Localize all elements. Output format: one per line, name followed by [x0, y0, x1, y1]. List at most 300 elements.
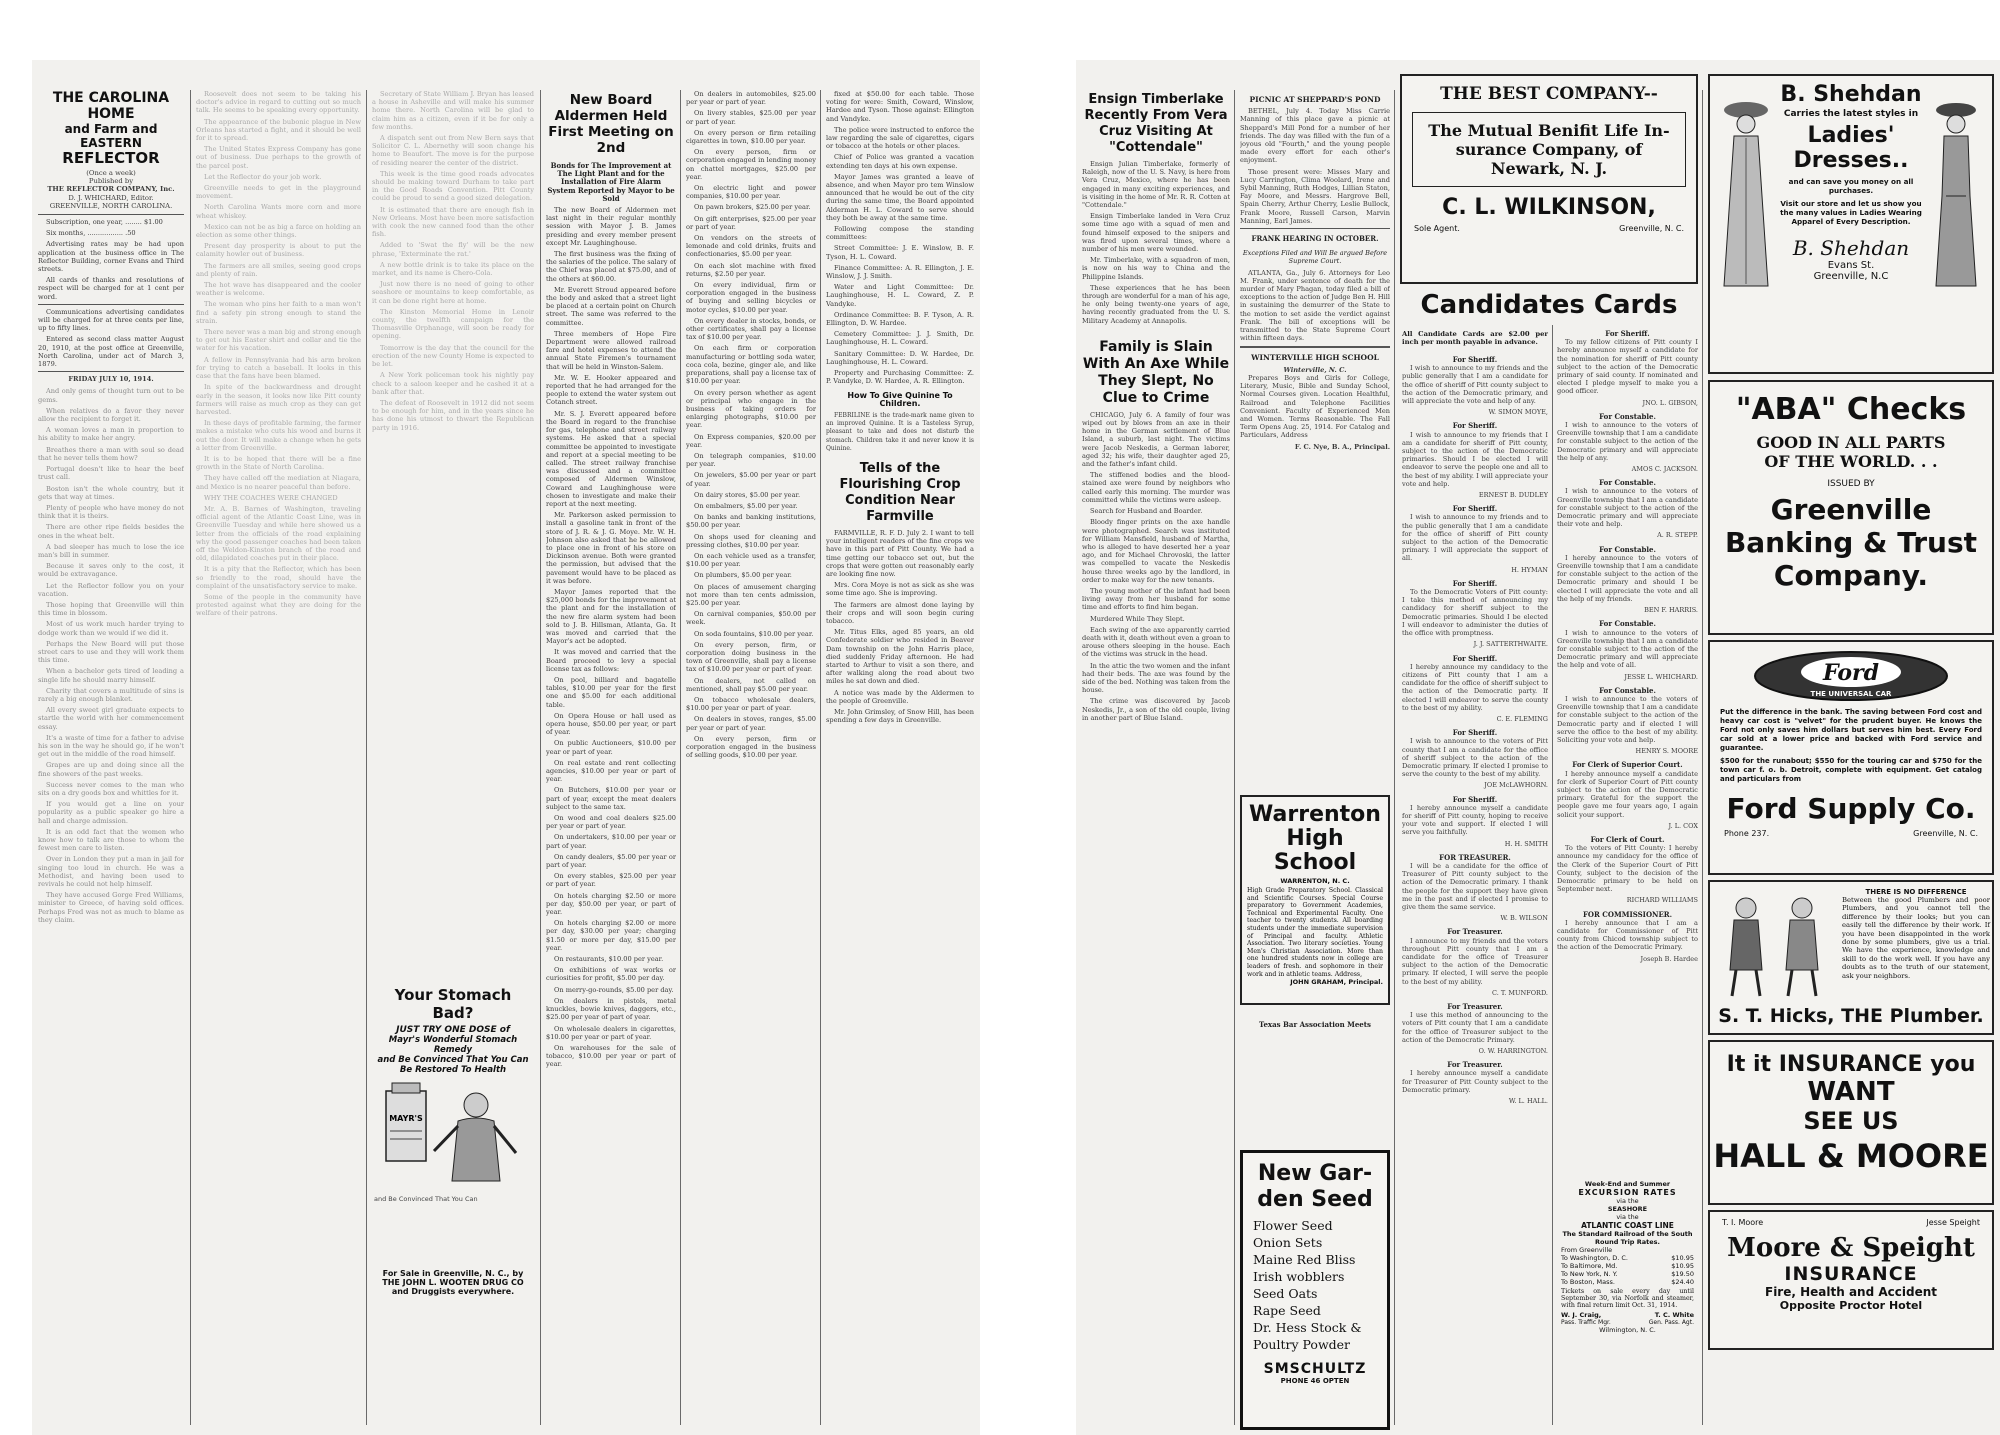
candidate-text: I hereby announce to the voters of Greenville township that I am a candidate for constable subject to the action of the Democratic primary and should I be elected I will appreciate the vote and all the help of my friends.	[1557, 553, 1698, 603]
aba-issued: ISSUED BY	[1827, 479, 1875, 489]
aba-bank2: Banking & Trust	[1724, 526, 1978, 559]
seed-store-phone: PHONE 46 OPTEN	[1280, 1377, 1350, 1385]
stomach-ad-footer2: THE JOHN L. WOOTEN DRUG CO	[382, 1278, 524, 1287]
aldermen-headline: New Board Aldermen Held First Meeting on 2nd	[548, 92, 674, 156]
axe-murder-article	[1082, 411, 1230, 722]
col6-body	[826, 90, 974, 1425]
paragraph: A woman loves a man in proportion to his ability to make her angry.	[38, 426, 184, 443]
paragraph: On Express companies, $20.00 per year.	[686, 432, 816, 449]
divider	[1240, 346, 1390, 348]
paragraph: When a bachelor gets tired of leading a single life he should marry himself.	[38, 667, 184, 684]
masthead-column	[38, 90, 184, 1425]
excursion-fares	[1557, 1254, 1698, 1286]
divider	[1240, 228, 1390, 229]
paragraph: On telegraph companies, $10.00 per year.	[686, 451, 816, 469]
paragraph: Just now there is no need of going to other seashore or mountains to keep comfortable, as it can be done right here at home.	[372, 280, 534, 305]
paragraph: And only gems of thought turn out to be gems.	[38, 387, 184, 404]
paragraph: Three members of Hope Fire Department were allowed railroad fare and hotel expenses to attend the annual State Firemen's tournament that will be held in Winston-Salem.	[546, 329, 676, 371]
paragraph: On every person, firm, or corporation doing business in the town of Greenville, shall pay a license tax of $10.00 per year or part of year.	[686, 640, 816, 674]
shehdan-city: Greenville, N.C	[1813, 271, 1889, 282]
candidate-name: JNO. L. GIBSON,	[1642, 398, 1698, 407]
paragraph: These experiences that he has been through are wonderful for a man of his age, he only being twenty-one years of age, having recently graduated from the U. S. Military Academy at Annapolis.	[1082, 283, 1230, 325]
paragraph: On exhibitions of wax works or curiosities for profit, $5.00 per day.	[546, 966, 676, 983]
ms-partner1: T. I. Moore	[1722, 1218, 1764, 1227]
shehdan-tag3: Visit our store and let us show you the many values in Ladies Wearing Apparel of Every Description.	[1780, 199, 1922, 226]
paragraph: Mr. Everett Stroud appeared before the body and asked that a street light be placed at a certain point on Church street. The same was referred to the committee.	[546, 285, 676, 327]
fare-row: To New York, N. Y. $19.50	[1561, 1270, 1694, 1278]
candidate-text: I hereby announce myself a candidate for sheriff of Pitt county, hoping to receive your vote and support. If elected I will serve you faithfully.	[1402, 803, 1548, 837]
paragraph: On restaurants, $10.00 per year.	[554, 955, 664, 964]
masthead-title: THE CAROLINA HOME and Farm and EASTERN REFLECTOR	[52, 90, 170, 167]
paragraph: On every person, firm or corporation engaged in the business of selling goods, $10.00 per year.	[686, 734, 816, 760]
col3-body	[372, 90, 534, 975]
seed-item: Rape Seed	[1253, 1303, 1321, 1318]
paragraph: This week is the time good roads advocates should be making toward Durham to take part in the Good Roads Convention. Pitt County could be proud to send a good sized delegation.	[372, 169, 534, 203]
column-rule	[1394, 90, 1395, 1425]
candidate-text: I wish to announce to the voters of Greenville township that I am a candidate for constable subject to the action of the Democratic primary and will appreciate their vote and help.	[1557, 487, 1698, 529]
paragraph: A bad sleeper has much to lose the ice man's bill in summer.	[38, 542, 184, 559]
paragraph: They have accused Gorge Fred Williams, minister to Greece, of having sold offices. Perhaps Fred was not as much to blame as they claim.	[38, 891, 184, 924]
candidate-name: J. L. COX	[1668, 821, 1698, 830]
paragraph: Finance Committee: A. R. Ellington, J. E. Winslow, J. J. Smith.	[826, 263, 974, 281]
candidate-office: For Sheriff.	[1452, 653, 1498, 663]
seed-item: Dr. Hess Stock &	[1253, 1320, 1362, 1335]
column-rule	[1702, 90, 1703, 1425]
paragraph: On every dealer in stocks, bonds, or other certificates, shall pay a license tax of $10.00 per year.	[686, 316, 816, 342]
paragraph: Tomorrow is the day that the council for the erection of the new County Home is expected to be let.	[372, 343, 534, 369]
candidate-text: I hereby announce myself a candidate for Treasurer of Pitt County subject to the Democratic primary.	[1402, 1069, 1548, 1094]
paragraph: The appearance of the bubonic plague in New Orleans has started a fight, and it should be well for it to spread.	[196, 117, 361, 143]
paragraph: Some of the people in the community have protested against what they are doing for the welfare of their patrons.	[196, 592, 361, 618]
agent-info	[1402, 220, 1696, 237]
masthead-divider-3	[38, 371, 184, 372]
candidate-name: BEN F. HARRIS.	[1644, 606, 1698, 615]
paragraph: There are other ripe fields besides the ones in the wheat belt.	[38, 523, 184, 540]
best-company-ad	[1400, 74, 1698, 284]
candidate-card	[1557, 687, 1698, 756]
seed-item: Poultry Powder	[1253, 1337, 1351, 1352]
column-rule	[1552, 325, 1553, 1425]
paragraph: On plumbers, $5.00 per year.	[694, 571, 792, 580]
paragraph: It is estimated that there are enough fish in New Orleans. Most have been more satisfaction with cook the new canned food than the other fish.	[372, 205, 534, 239]
paragraph: On tobacco wholesale dealers, $10.00 per year or part of year.	[686, 696, 816, 713]
winterville-headline: WINTERVILLE HIGH SCHOOL	[1251, 353, 1379, 363]
seed-item: Flower Seed	[1253, 1218, 1333, 1233]
candidate-name: JOE McLAWHORN.	[1484, 781, 1548, 790]
candidate-office: For Sheriff.	[1452, 728, 1498, 738]
paragraph: They have called off the mediation at Niagara, and Mexico is no nearer peaceful than before.	[196, 474, 361, 491]
candidate-name: W. SIMON MOYE,	[1488, 408, 1548, 417]
aba-bank3: Company.	[1773, 559, 1929, 592]
garden-seed-ad	[1240, 1150, 1390, 1430]
paragraph: On public Auctioneers, $10.00 per year or part of year.	[546, 739, 676, 756]
paragraph: On dealers in stoves, ranges, $5.00 per year or part of year.	[686, 715, 816, 732]
paragraph: A fellow in Pennsylvania had his arm broken for trying to catch a baseball. It looks in this case that the fans have been blamed.	[196, 355, 361, 381]
ms-insurance: INSURANCE	[1784, 1263, 1918, 1285]
paragraph: Let the Reflector do your job work.	[204, 172, 322, 181]
paragraph: On each firm or corporation manufacturing or bottling soda water, coca cola, bezine, ginger ale, and like preparations, shall pay a license tax of $10.00 per year.	[686, 344, 816, 386]
candidate-name: C. T. MUNFORD.	[1492, 988, 1548, 997]
candidate-office: For Sheriff.	[1452, 578, 1498, 588]
paragraph: Charity that covers a multitude of sins is rarely a big enough blanket.	[38, 686, 184, 703]
candidate-text: I wish to announce to the voters of Pitt county that I am a candidate for the office of sheriff subject to the action of the Democratic primary. If elected I promise to serve the county to the best of my ability.	[1402, 737, 1548, 779]
paragraph: Portugal doesn't like to hear the beef trust call.	[38, 465, 184, 482]
fare-row: To Washington, D. C. $10.95	[1561, 1254, 1694, 1262]
paragraph: On Opera House or hall used as opera house, $50.00 per year, or part of year.	[546, 711, 676, 737]
page-gutter	[980, 0, 1076, 1435]
shehdan-name: B. Shehdan	[1780, 82, 1922, 107]
paragraph: Ordinance Committee: B. F. Tyson, A. R. Ellington, D. W. Hardee.	[826, 310, 974, 328]
candidate-name: H. H. SMITH	[1504, 839, 1548, 848]
candidate-card	[1557, 836, 1698, 905]
paragraph: On each vehicle used as a transfer, $10.00 per year.	[686, 551, 816, 569]
paragraph: A new bottle drink is to take its place on the market, and its name is Chero-Cola.	[372, 260, 534, 278]
excursion-head4: SEASHORE	[1607, 1205, 1648, 1213]
moore-speight-insurance-ad	[1708, 1210, 1994, 1350]
candidate-card	[1557, 620, 1698, 680]
paragraph: Plenty of people who have money do not think that it is theirs.	[38, 503, 184, 521]
excursion-railroad: ATLANTIC COAST LINE	[1581, 1221, 1674, 1230]
candidate-name: ERNEST B. DUDLEY	[1478, 491, 1548, 500]
ford-logo-icon	[1751, 650, 1951, 702]
seed-title-1: New Gar-	[1257, 1161, 1373, 1186]
hicks-plumber-ad	[1708, 880, 1994, 1035]
candidate-text: I wish to announce to the voters of Greenville township that I am a candidate for constable subject to the action of the Democratic primary and will appreciate the help of any.	[1557, 421, 1698, 462]
excursion-sub2: Round Trip Rates.	[1595, 1238, 1660, 1246]
col1-body	[38, 387, 184, 924]
ford-tagline: THE UNIVERSAL CAR	[1810, 690, 1892, 698]
masthead-published-by: Published by	[88, 177, 134, 186]
candidate-card	[1402, 655, 1548, 724]
hicks-name: S. T. Hicks, THE Plumber.	[1718, 1005, 1984, 1027]
warrenton-signature: JOHN GRAHAM, Principal.	[1290, 978, 1383, 987]
candidate-text: I wish to announce to the voters of Greenville township that I am a candidate for constable subject to the action of the Democratic primary and will appreciate the help and vote of all.	[1557, 628, 1698, 670]
paragraph: Those hoping that Greenville will thin this time in blossom.	[38, 600, 184, 618]
paragraph: The stiffened bodies and the blood-stained axe were found by neighbors who called early this morning. The murder was committed while the victims were asleep.	[1082, 471, 1230, 504]
paragraph: Property and Purchasing Committee: Z. P. Vandyke, D. W. Hardee, A. R. Ellington.	[826, 369, 974, 386]
candidate-name: O. W. HARRINGTON.	[1478, 1047, 1548, 1056]
paragraph: On Butchers, $10.00 per year or part of year, except the meat dealers subject to the same tax.	[546, 786, 676, 811]
warrenton-title-2: High	[1286, 826, 1344, 851]
masthead-advertising: Advertising rates may be had upon application at the business office in The Reflector Building, corner Evans and Third streets.	[38, 240, 184, 274]
candidate-card	[1557, 479, 1698, 539]
ford-city: Greenville, N. C.	[1913, 829, 1978, 838]
candidate-office: For Sheriff.	[1605, 330, 1650, 338]
paragraph: Over in London they put a man in jail for singing too loud in church. He was a Methodist, and having been used to revivals he could not help himself.	[38, 855, 184, 889]
column-rule	[366, 90, 367, 1425]
paragraph: On wholesale dealers in cigarettes, $10.00 per year or part of year.	[546, 1024, 676, 1041]
issue-date: FRIDAY JULY 10, 1914.	[68, 375, 154, 384]
masthead-divider	[38, 214, 184, 215]
masthead-divider-2	[38, 304, 184, 305]
candidate-office: For Clerk of Superior Court.	[1572, 760, 1683, 770]
paragraph: If you would get a line on your popularity as a public speaker go hire a hall and charge admission.	[38, 800, 184, 825]
paragraph: The farmers are all smiles, seeing good crops and plenty of rain.	[196, 261, 361, 278]
candidate-office: For Treasurer.	[1447, 1060, 1503, 1070]
paragraph: Let the Reflector follow you on your vacation.	[38, 581, 184, 598]
paragraph: On vendors on the streets of lemonade and cold drinks, fruits and confectionaries, $5.00 per year.	[686, 234, 816, 259]
candidate-office: For Constable.	[1599, 544, 1656, 554]
ms-title: Moore & Speight	[1727, 1233, 1975, 1263]
seed-item: Irish wobblers	[1253, 1269, 1345, 1284]
paragraph: The first business was the fixing of the salaries of the police. The salary of the Chief was placed at $75.00, and of the others at $60.00.	[546, 250, 676, 283]
candidate-office: For Constable.	[1599, 411, 1656, 421]
candidate-office: For Constable.	[1599, 685, 1656, 695]
candidate-office: For Treasurer.	[1447, 927, 1503, 937]
candidate-office: For Sheriff.	[1452, 504, 1498, 514]
paragraph: Mr. W. E. Hooker appeared and reported that he had arranged for the people to extend the water system out Cotanch street.	[546, 373, 676, 407]
paragraph: On every individual, firm or corporation engaged in the business of buying and selling bicycles or motor cycles, $10.00 per year.	[686, 281, 816, 314]
candidate-text: I use this method of announcing to the voters of Pitt county that I am a candidate for the office of Treasurer subject to the action of the Democratic Primary.	[1402, 1011, 1548, 1044]
candidate-card	[1402, 580, 1548, 649]
paragraph: On pawn brokers, $25.00 per year.	[694, 203, 811, 212]
paragraph: Following compose the standing committees:	[826, 225, 974, 242]
aba-line2: OF THE WORLD. . .	[1764, 452, 1938, 471]
excursion-head5: via the	[1616, 1213, 1639, 1221]
candidate-card	[1402, 422, 1548, 499]
paragraph: The woman who pins her faith to a man won't find a safety pin strong enough to stand the strain.	[196, 300, 361, 325]
paragraph: Breathes there a man with soul so dead that he never tells them how?	[38, 445, 184, 462]
paragraph: On electric light and power companies, $10.00 per year.	[686, 184, 816, 201]
paragraph: Cemetery Committee: J. J. Smith, Dr. Laughinghouse, H. L. Coward.	[826, 330, 974, 347]
paragraph: On every person, firm or corporation engaged in lending money on chattel mortgages, $25.00 per year.	[686, 148, 816, 181]
col2-body	[196, 90, 361, 1425]
col6-article-b	[826, 529, 974, 724]
col4-body	[546, 90, 676, 1425]
paragraph: On real estate and rent collecting agencies, $10.00 per year or part of year.	[546, 758, 676, 784]
best-company-line3: Newark, N. J.	[1490, 159, 1608, 178]
frank-subhead: Exceptions Filed and Will Be argued Before Supreme Court.	[1242, 249, 1388, 266]
hicks-head: THERE IS NO DIFFERENCE	[1865, 888, 1967, 896]
candidate-office: For Sheriff.	[1452, 794, 1498, 804]
paragraph: Present day prosperity is about to put the calamity howler out of business.	[196, 242, 361, 259]
column-rule	[540, 90, 541, 1425]
candidate-name: W. B. WILSON	[1500, 914, 1548, 923]
candidate-office: For Clerk of Court.	[1590, 834, 1665, 844]
paragraph: When relatives do a favor they never allow the recipient to forget it.	[38, 406, 184, 424]
seed-item: Onion Sets	[1253, 1235, 1323, 1250]
paragraph: Mr. Titus Elks, aged 85 years, an old Confederate soldier who resided in Beaver Dam township on the John Harris place, died suddenly Friday afternoon. He had started to Arthur to visit a son there, and after walking along the road about two miles he sat down and died.	[826, 628, 974, 686]
hm-line3: SEE US	[1803, 1107, 1899, 1135]
seed-store-name: SMSCHULTZ	[1263, 1361, 1367, 1377]
stomach-ad-line4: Be Restored To Health	[399, 1065, 507, 1075]
shehdan-tag1: Carries the latest styles in	[1783, 109, 1919, 119]
candidate-name: J. J. SATTERTHWAITE.	[1473, 640, 1548, 649]
paragraph: On dealers in pistols, metal knuckles, bowie knives, daggers, etc., $25.00 per year of part of year.	[546, 996, 676, 1022]
stomach-ad-line3: and Be Convinced That You Can	[377, 1055, 529, 1065]
stomach-ad-line1: JUST TRY ONE DOSE of	[396, 1025, 510, 1035]
paragraph: It is an odd fact that the women who know how to talk are those to whom the fewest men care to listen.	[38, 827, 184, 853]
paragraph: On undertakers, $10.00 per year or part of year.	[546, 833, 676, 850]
paragraph: Mayor James reported that the $25,000 bonds for the improvement at the plant and for the installation of the new fire alarm system had been sold to J. B. Hillsman, Atlanta, Ga. It was moved and carried that the Mayor's act be adopted.	[546, 587, 676, 646]
ford-text: Put the difference in the bank. The saving between Ford cost and heavy car cost is "velvet" for the prudent buyer. He knows the Ford not only saves him dollars but serves him best. Every Ford car sold at a lower price and backed with Ford service and guarantee.	[1720, 708, 1982, 752]
ford-phone: Phone 237.	[1724, 829, 1770, 838]
right-newspaper-page	[1076, 60, 2000, 1435]
candidate-office: For Treasurer.	[1447, 1002, 1503, 1012]
paragraph: The farmers are almost done laying by their crops and will soon begin curing tobacco.	[826, 600, 974, 625]
paragraph: On pool, billiard and bagatelle tables, $10.00 per year for the first one and $5.00 for each additional table.	[546, 675, 676, 709]
paragraph: Mayor James was granted a leave of absence, and when Mayor pro tem Winslow announced that he would be out of the city during the same time, the Board appointed Alderman H. L. Coward to serve should they both be away at the same time.	[826, 172, 974, 222]
paragraph: There never was a man big and strong enough to get out his Easter shirt and collar and tie the water for his vacation.	[196, 328, 361, 353]
best-company-line2: surance Company, of	[1455, 140, 1643, 159]
masthead-cards: All cards of thanks and resolutions of respect will be charged for at 1 cent per word.	[38, 276, 184, 301]
winterville-text: Prepares Boys and Girls for College, Literary, Music, Bible and Sunday School, Normal Courses given. Location Healthful, Railroad and Telephone Facilities Convenient. Faculty of Experienced Men and Women. Terms Reasonable. The Fall Term Opens Aug. 25, 1914. For Catalog and Particulars, Address	[1240, 373, 1390, 440]
candidate-text: I hereby announce my candidacy to the citizens of Pitt county that I am a candidate for the office of sheriff subject to the action of the Democratic party. If elected I will endeavor to serve the county to the best of my ability.	[1402, 662, 1548, 712]
paragraph: On every person whether as agent or principal who engage in the business of taking orders for enlarging photographs, $10.00 per year.	[686, 388, 816, 430]
candidate-card	[1557, 546, 1698, 615]
excursion-agents: W. J. Craig, T. C. White	[1561, 1311, 1694, 1319]
paragraph: On candy dealers, $5.00 per year or part of year.	[546, 852, 676, 870]
warrenton-school-ad	[1240, 795, 1390, 1005]
paragraph: FARMVILLE, R. F. D. July 2. I want to tell your intelligent readers of the fine crops we have in this part of Pitt County. We had a time getting our tobacco set out, but the crops that were gotten out reasonably early are looking fine now.	[826, 528, 974, 578]
warrenton-text: High Grade Preparatory School. Classical and Scientific Courses. Special Course preparatory to Government Academies, Technical and Experimental Faculty. One teacher to twenty students. All boarding students under the immediate supervision of Principal and faculty. Athletic Association. Two literary societies. Young Men's Christian Association. More than one hundred students now in college are leaders of fresh. and sophomore in their work and in athletic teams. Address,	[1247, 887, 1383, 978]
ms-partners	[1710, 1212, 1992, 1227]
masthead-communications: Communications advertising candidates will be charged for at three cents per line, up to fifty lines.	[38, 307, 184, 333]
column-rule	[1234, 90, 1235, 1425]
paragraph: In the attic the two women and the infant had their beds. The axe was found by the side of the bed. Nothing was taken from the house.	[1082, 661, 1230, 695]
paragraph: Greenville needs to get in the playground movement.	[196, 184, 361, 201]
paragraph: On jewelers, $5.00 per year or part of year.	[686, 471, 816, 488]
paragraph: A New York policeman took his nightly pay check to a saloon keeper and he cashed it at a bank after that.	[372, 371, 534, 396]
stomach-ad-body: and Be Convinced That You Can	[374, 1195, 478, 1203]
candidate-name: JESSE L. WHICHARD.	[1624, 672, 1698, 681]
excursion-head2: EXCURSION RATES	[1578, 1188, 1677, 1197]
excursion-agent-roles: Pass. Traffic Mgr. Gen. Pass. Agt.	[1561, 1319, 1694, 1326]
paragraph: On every stables, $25.00 per year or part of year.	[546, 872, 676, 889]
candidate-text: To the Democratic Voters of Pitt county: I take this method of announcing my candidacy for sheriff subject to the Democratic primaries. Should I be elected I will endeavor to administer the duties of the office with promptness.	[1402, 588, 1548, 638]
paragraph: Mr. Parkerson asked permission to install a gasoline tank in front of the store of J. R. & J. G. Moye. Mr. W. H. Johnson also asked that he be allowed to place one in front of his store on Dickinson avenue. Both were granted the permission, but advised that the pavement would have to be placed as it was before.	[546, 511, 676, 585]
paragraph: On hotels charging $2.00 or more per day, $30.00 per year; charging $1.50 or more per day, $15.00 per year.	[546, 919, 676, 952]
excursion-head1: Week-End and Summer	[1584, 1180, 1671, 1188]
left-newspaper-page	[32, 60, 980, 1435]
shehdan-big2: Dresses..	[1793, 148, 1909, 173]
frank-headline: FRANK HEARING IN OCTOBER.	[1251, 234, 1379, 244]
paragraph: It is a pity that the Reflector, which has been so friendly to the road, should have the complaint of the unsatisfactory service to make.	[196, 565, 361, 590]
paragraph: A notice was made by the Aldermen to the people of Greenville.	[826, 688, 974, 705]
seed-list	[1243, 1213, 1387, 1357]
paragraph: Chief of Police was granted a vacation extending ten days at his own expense.	[826, 153, 974, 170]
agent-location: Greenville, N. C.	[1619, 224, 1684, 233]
candidate-text: To my fellow citizens of Pitt county I hereby announce myself a candidate for the nomination for sheriff of Pitt county subject to the action of the Democratic primary of said county. If nominated and elected I pledge myself to make you a good officer.	[1557, 338, 1698, 396]
paragraph: The Kinston Memorial Home in Lenoir county, the twelfth campaign for the Thomasville Orphanage, will soon be ready for opening.	[372, 307, 534, 341]
paragraph: In spite of the backwardness and drought early in the season, it looks now like Pitt county farmers will raise as much crop as they can get harvested.	[196, 383, 361, 416]
paragraph: Because it saves only to the cost, it would be extravagance.	[38, 562, 184, 579]
stomach-ad-illustration	[378, 1081, 528, 1191]
ms-partner2: Jesse Speight	[1926, 1218, 1980, 1227]
paragraph: Bloody finger prints on the axe handle were photographed. Search was instituted for William Mansfield, husband of Martha, who is alleged to have deserted her a year ago, and for Michael Chrovoski, the latter was compelled to vacate the Neskedis house three weeks ago by the landlord, in order to make way for the new tenants.	[1082, 518, 1230, 584]
ford-supply-ad	[1708, 640, 1994, 875]
paragraph: On dealers, not called on mentioned, shall pay $5.00 per year.	[686, 676, 816, 693]
paragraph: Sanitary Committee: D. W. Hardee, Dr. Laughinghouse, H. L. Coward.	[826, 349, 974, 366]
masthead-location: GREENVILLE, NORTH CAROLINA.	[49, 201, 173, 210]
bar-association-headline: Texas Bar Association Meets	[1259, 1020, 1371, 1029]
candidate-text: I wish to announce to my friends and to the public generally that I am a candidate for the office of sheriff of Pitt county subject to the action of the Democratic primary. I will appreciate the support of all.	[1402, 513, 1548, 563]
candidate-text: I wish to announce to my friends and the public generally that I am a candidate for the office of sheriff of Pitt county subject to the action of the Democratic primary, and will appreciate the vote and help of any.	[1402, 364, 1548, 406]
paragraph: The defeat of Roosevelt in 1912 did not seem to be enough for him, and in the years since he has done his utmost to thwart the Republican party in 1916.	[372, 398, 534, 432]
seed-item: Seed Oats	[1253, 1286, 1318, 1301]
paragraph: On dealers in automobiles, $25.00 per year or part of year.	[686, 90, 816, 107]
excursion-head3: via the	[1616, 1197, 1639, 1205]
candidates-cards-note: All Candidate Cards are $2.00 per inch per month payable in advance.	[1402, 330, 1548, 346]
paragraph: On each slot machine with fixed returns, $2.50 per year.	[686, 261, 816, 278]
paragraph: Secretary of State William J. Bryan has leased a house in Asheville and will make his summer home there. North Carolina will be glad to claim him as a citizen, even if it be for only a few months.	[372, 90, 534, 131]
candidate-text: I hereby announce that I am a candidate for Commissioner of Pitt county from Chicod township subject to the action of the Democratic Primary.	[1557, 918, 1698, 952]
hicks-text-block	[1842, 888, 1990, 980]
candidate-name: HENRY S. MOORE	[1635, 747, 1698, 756]
excursion-sub: The Standard Railroad of the South	[1562, 1230, 1693, 1238]
paragraph: Success never comes to the man who sits on a dry goods box and whittles for it.	[38, 780, 184, 797]
candidate-card	[1402, 1061, 1548, 1105]
paragraph: Roosevelt does not seem to be taking his doctor's advice in regard to cutting out so much talk. He seems to be speaking every opportunity.	[196, 90, 361, 115]
candidate-office: For Constable.	[1599, 478, 1656, 488]
farmville-headline: Tells of the Flourishing Crop Condition Near Farmville	[839, 460, 961, 524]
candidate-name: W. L. HALL.	[1508, 1097, 1548, 1106]
column-rule	[680, 90, 681, 1425]
warrenton-location: WARRENTON, N. C.	[1280, 877, 1350, 885]
lady-figure-right	[1926, 96, 1986, 296]
candidate-name: C. E. FLEMING	[1496, 714, 1548, 723]
paragraph: On merry-go-rounds, $5.00 per day.	[554, 985, 674, 994]
warrenton-title-1: Warrenton	[1249, 802, 1381, 827]
paragraph: Perhaps the New Board will put those street cars to use and they will work them this time.	[38, 639, 184, 665]
picnic-text: BETHEL, July 4. Today Miss Carrie Manning of this place gave a picnic at Sheppard's Mill Pond for a number of her friends. The day was filled with the fun of a joyous old "Fourth," and the young people made every effort for each other's enjoyment.	[1240, 107, 1390, 165]
paragraph: Ensign Timberlake landed in Vera Cruz some time ago with a squad of men and found himself exposed to the snipers and was fired upon several times, where a number of his men were wounded.	[1082, 212, 1230, 254]
column-rule	[820, 90, 821, 1425]
paragraph: Mr. A. B. Barnes of Washington, traveling official agent of the Atlantic Coast Line, was in Greenville Tuesday and while here showed us a letter from the officials of the road explaining why the good passenger coaches had been taken off the Weldon-Kinston branch of the road and old, dilapidated coaches put in their place.	[196, 504, 361, 563]
aldermen-subhead: Bonds for The Improvement at The Light Plant and for the Installation of Fire Alarm System Reported by Mayor to be Sold	[547, 161, 675, 203]
paragraph: Water and Light Committee: Dr. Laughinghouse, H. L. Coward, Z. P. Vandyke.	[826, 283, 974, 308]
best-company-line1: The Mutual Benifit Life In-	[1428, 121, 1670, 140]
axe-murder-headline: Family is Slain With An Axe While They Slept, No Clue to Crime	[1082, 338, 1230, 406]
candidate-office: FOR COMMISSIONER.	[1582, 909, 1673, 919]
right-col1	[1082, 90, 1230, 1425]
candidate-card	[1557, 911, 1698, 963]
paragraph: On carnival companies, $50.00 per week.	[686, 610, 816, 627]
stomach-ad-footer1: For Sale in Greenville, N. C., by	[382, 1269, 524, 1278]
paragraph: On places of amusement charging not more than ten cents admission, $25.00 per year.	[686, 582, 816, 607]
paragraph: A dispatch sent out from New Bern says that Solicitor C. L. Abernethy will soon change his home to Beaufort. The move is for the purpose of residing nearer the center of the district.	[372, 134, 534, 167]
ms-lines: Fire, Health and Accident	[1765, 1285, 1937, 1299]
candidate-card	[1402, 356, 1548, 416]
paragraph: On every person or firm retailing cigarettes in town, $10.00 per year.	[686, 128, 816, 146]
cards-right-column	[1557, 330, 1698, 1175]
aldermen-article	[546, 206, 676, 1069]
shehdan-signature: B. Shehdan	[1792, 236, 1910, 260]
agent-name: C. L. WILKINSON,	[1442, 195, 1656, 220]
paragraph: Ensign Julian Timberlake, formerly of Raleigh, now of the U. S. Navy, is here from Vera Cruz, Mexico, where he has been engaged in many exciting experiences, and is visiting in the home of Mr. R. R. Cotten at "Cottendale."	[1082, 160, 1230, 210]
paragraph: On wood and coal dealers $25.00 per year or part of year.	[546, 814, 676, 831]
aba-line1: GOOD IN ALL PARTS	[1756, 433, 1946, 452]
paragraph: Mr. Timberlake, with a squadron of men, is now on his way to China and the Philippine Islands.	[1082, 256, 1230, 281]
best-company-box	[1412, 112, 1686, 187]
candidate-text: To the voters of Pitt County: I hereby announce my candidacy for the office of the Clerk of the Superior Court of Pitt County, subject to the decision of the Democratic primary to be held on September next.	[1557, 844, 1698, 894]
stomach-ad-line2: Mayr's Wonderful Stomach Remedy	[388, 1035, 518, 1055]
shehdan-big1: Ladies'	[1807, 123, 1895, 148]
shehdan-text-block	[1780, 76, 1922, 282]
masthead-subscription: Subscription, one year, ........ $1.00	[46, 218, 163, 227]
paragraph: The young mother of the infant had been living away from her husband for some time and efforts to find him began.	[1082, 586, 1230, 612]
timberlake-headline: Ensign Timberlake Recently From Vera Cruz Visiting At "Cottendale"	[1084, 92, 1228, 155]
candidate-office: FOR TREASURER.	[1439, 852, 1511, 862]
candidate-card	[1402, 1003, 1548, 1055]
paragraph: Grapes are up and doing since all the fine showers of the past weeks.	[38, 761, 184, 778]
paragraph: On embalmers, $5.00 per year.	[694, 501, 798, 510]
candidate-card	[1557, 413, 1698, 473]
frank-text: ATLANTA, Ga., July 6. Attorneys for Leo M. Frank, under sentence of death for the murder of Mary Phagan, today filed a bill of exceptions to the action of Judge Ben H. Hill in sustaining the demurrer of the State to the motion to set aside the verdict against Frank. The bill of exceptions will be transmitted to the State Supreme Court within fifteen days.	[1240, 268, 1390, 343]
paragraph: In these days of profitable farming, the farmer makes a mistake who cuts his wood and burns it out the door. It will make a change when he gets a letter from Greenville.	[196, 419, 361, 452]
paragraph: It's a waste of time for a father to advise his son in the way he should go, if he won't get out in the middle of the road himself.	[38, 733, 184, 759]
paragraph: WHY THE COACHES WERE CHANGED	[204, 493, 338, 502]
